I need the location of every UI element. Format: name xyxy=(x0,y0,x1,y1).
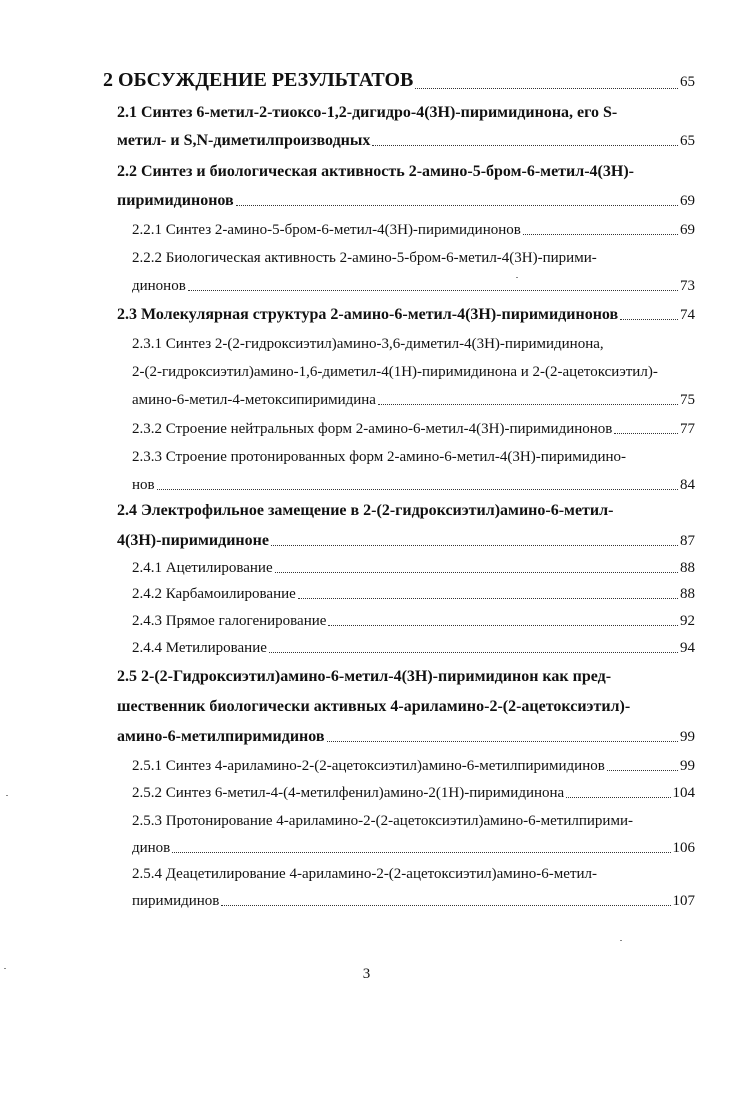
toc-entry-2-2-2 xyxy=(132,276,695,296)
toc-page-number: 69 xyxy=(680,193,695,209)
toc-entry-2-3-1-line1: 2.3.1 Синтез 2-(2-гидроксиэтил)амино-3,6-диметил-4(3H)-пиримидинона, xyxy=(132,336,604,352)
toc-entry-2-5-4-line1: 2.5.4 Деацетилирование 4-ариламино-2-(2-ацетоксиэтил)амино-6-метил- xyxy=(132,866,598,882)
toc-page-number: 99 xyxy=(680,729,695,745)
toc-page-number: 94 xyxy=(680,640,695,656)
toc-entry-2-5-3-line1: 2.5.3 Протонирование 4-ариламино-2-(2-ацетоксиэтил)амино-6-метилпирими- xyxy=(132,813,633,829)
toc-leader-dots xyxy=(157,488,678,490)
toc-leader-dots xyxy=(328,624,678,626)
toc-page-number: 99 xyxy=(680,758,695,774)
toc-page-number: 73 xyxy=(680,278,695,294)
toc-entry-2-4-4 xyxy=(132,638,695,658)
toc-entry-2-4 xyxy=(117,531,695,551)
scan-speck xyxy=(620,940,622,941)
toc-entry-title: метил- и S,N-диметилпроизводных xyxy=(117,132,371,149)
toc-entry-2-5 xyxy=(117,727,695,747)
toc-entry-title: динонов xyxy=(132,278,186,294)
toc-leader-dots xyxy=(236,204,678,206)
toc-entry-2-5-1 xyxy=(132,756,695,776)
toc-entry-2-1-line1: 2.1 Синтез 6-метил-2-тиоксо-1,2-дигидро-4(3H)-пиримидинона, его S- xyxy=(117,104,618,121)
toc-entry-2-2-1 xyxy=(132,220,695,240)
toc-page-number: 77 xyxy=(680,421,695,437)
toc-leader-dots xyxy=(523,233,678,235)
toc-page-number: 87 xyxy=(680,533,695,549)
toc-page-number: 88 xyxy=(680,560,695,576)
toc-page-number: 106 xyxy=(672,840,695,856)
toc-entry-title: пиримидинов xyxy=(132,893,220,909)
toc-entry-2-4-3 xyxy=(132,611,695,631)
toc-entry-title: 2.5.2 Синтез 6-метил-4-(4-метилфенил)амино-2(1H)-пиримидинона xyxy=(132,785,565,801)
toc-page-number: 92 xyxy=(680,613,695,629)
toc-entry-2-5-line1: 2.5 2-(2-Гидроксиэтил)амино-6-метил-4(3H)-пиримидинон как пред- xyxy=(117,668,612,685)
toc-entry-2-3 xyxy=(117,305,695,325)
toc-leader-dots xyxy=(327,740,679,742)
scan-speck xyxy=(6,795,8,796)
toc-page-number: 104 xyxy=(672,785,695,801)
toc-leader-dots xyxy=(372,144,678,146)
toc-entry-2-3-3-line1: 2.3.3 Строение протонированных форм 2-амино-6-метил-4(3H)-пиримидино- xyxy=(132,449,627,465)
toc-leader-dots xyxy=(566,796,670,798)
toc-page-number: 75 xyxy=(680,392,695,408)
toc-entry-2-5-4 xyxy=(132,891,695,911)
toc-leader-dots xyxy=(614,432,678,434)
toc-leader-dots xyxy=(298,597,678,599)
toc-entry-2-1 xyxy=(117,131,695,151)
toc-entry-title: 2 ОБСУЖДЕНИЕ РЕЗУЛЬТАТОВ xyxy=(103,69,414,91)
toc-entry-2 xyxy=(103,68,695,94)
toc-entry-2-5-2 xyxy=(132,783,695,803)
toc-entry-2-2 xyxy=(117,191,695,211)
toc-entry-title: 2.3.2 Строение нейтральных форм 2-амино-6-метил-4(3H)-пиримидинонов xyxy=(132,421,613,437)
toc-leader-dots xyxy=(271,544,678,546)
toc-entry-2-4-line1: 2.4 Электрофильное замещение в 2-(2-гидроксиэтил)амино-6-метил- xyxy=(117,502,614,519)
toc-entry-2-4-2 xyxy=(132,584,695,604)
toc-leader-dots xyxy=(607,769,678,771)
toc-entry-title: 2.4.1 Ацетилирование xyxy=(132,560,273,576)
toc-entry-2-5-3 xyxy=(132,838,695,858)
page-number: 3 xyxy=(362,966,371,982)
toc-entry-title: амино-6-метил-4-метоксипиримидина xyxy=(132,392,376,408)
toc-entry-title: 2.4.4 Метилирование xyxy=(132,640,267,656)
toc-entry-2-3-2 xyxy=(132,419,695,439)
toc-leader-dots xyxy=(269,651,678,653)
toc-page-number: 84 xyxy=(680,477,695,493)
toc-page-number: 107 xyxy=(672,893,695,909)
toc-leader-dots xyxy=(275,571,678,573)
toc-entry-title: пиримидинонов xyxy=(117,192,234,209)
toc-leader-dots xyxy=(188,289,678,291)
toc-leader-dots xyxy=(221,904,670,906)
toc-leader-dots xyxy=(172,851,670,853)
toc-entry-2-3-1 xyxy=(132,390,695,410)
scan-speck xyxy=(516,277,518,278)
toc-page-number: 65 xyxy=(680,133,695,149)
toc-entry-2-4-1 xyxy=(132,558,695,578)
toc-entry-title: 2.4.2 Карбамоилирование xyxy=(132,586,296,602)
toc-entry-2-3-3 xyxy=(132,475,695,495)
toc-entry-title: динов xyxy=(132,840,171,856)
toc-entry-title: 2.4.3 Прямое галогенирование xyxy=(132,613,327,629)
toc-entry-title: амино-6-метилпиримидинов xyxy=(117,728,325,745)
toc-page-number: 74 xyxy=(680,307,695,323)
toc-entry-title: 2.5.1 Синтез 4-ариламино-2-(2-ацетоксиэтил)амино-6-метилпиримидинов xyxy=(132,758,605,774)
toc-leader-dots xyxy=(415,87,678,89)
toc-page-number: 65 xyxy=(680,74,695,90)
toc-entry-2-2-line1: 2.2 Синтез и биологическая активность 2-амино-5-бром-6-метил-4(3H)- xyxy=(117,163,634,180)
toc-entry-2-2-2-line1: 2.2.2 Биологическая активность 2-амино-5-бром-6-метил-4(3H)-пирими- xyxy=(132,250,597,266)
toc-entry-title: нов xyxy=(132,477,155,493)
toc-page-number: 88 xyxy=(680,586,695,602)
toc-leader-dots xyxy=(378,403,678,405)
toc-entry-2-3-1-line2: 2-(2-гидроксиэтил)амино-1,6-диметил-4(1H)-пиримидинона и 2-(2-ацетоксиэтил)- xyxy=(132,364,658,380)
toc-leader-dots xyxy=(620,318,678,320)
toc-page-number: 69 xyxy=(680,222,695,238)
scan-speck xyxy=(4,968,6,969)
toc-entry-title: 2.3 Молекулярная структура 2-амино-6-метил-4(3H)-пиримидинонов xyxy=(117,306,619,323)
toc-entry-2-5-line2: шественник биологически активных 4-ариламино-2-(2-ацетоксиэтил)- xyxy=(117,698,631,715)
toc-entry-title: 4(3H)-пиримидиноне xyxy=(117,532,269,549)
toc-entry-title: 2.2.1 Синтез 2-амино-5-бром-6-метил-4(3H)-пиримидинонов xyxy=(132,222,521,238)
